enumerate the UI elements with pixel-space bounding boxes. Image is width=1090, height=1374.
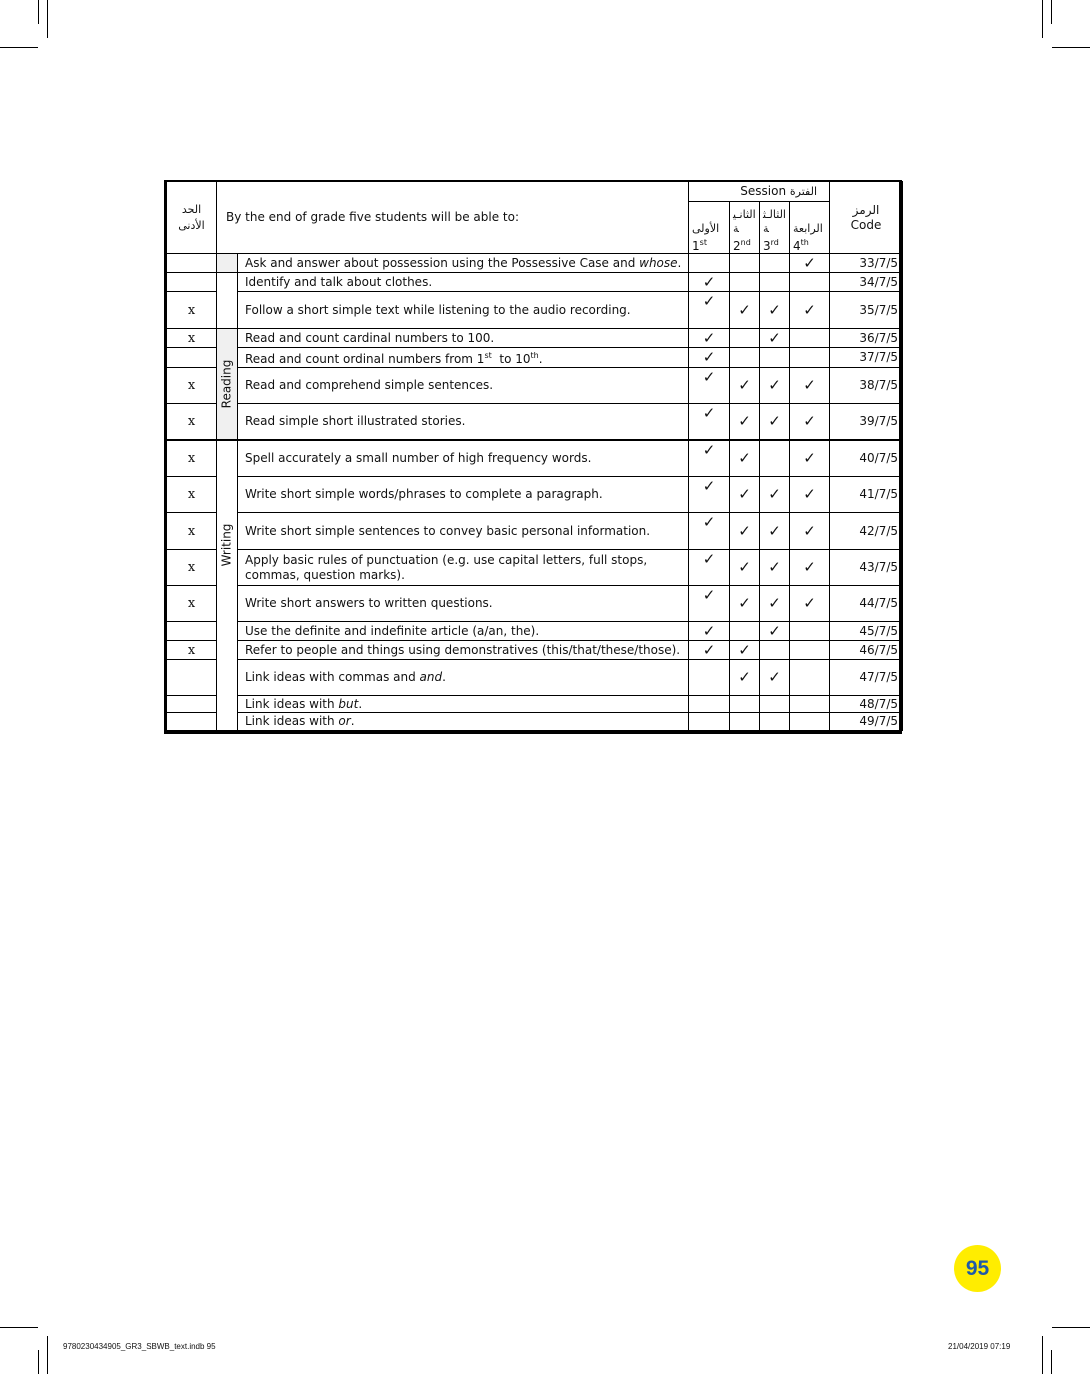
session-4-cell: [790, 622, 830, 641]
minimum-mark: [167, 696, 217, 713]
crop-mark: [1051, 0, 1052, 24]
objective-main: Read simple short illustrated stories.: [245, 413, 466, 428]
session-3-cell: [760, 368, 790, 404]
objective-text: [238, 254, 689, 273]
check-icon: ✓: [768, 594, 781, 612]
minimum-mark: x: [167, 440, 217, 477]
session-4-cell: [790, 696, 830, 713]
session-ordinal: [763, 236, 786, 253]
minimum-mark: [167, 273, 217, 292]
session-ordinal-suffix: st: [699, 238, 707, 247]
session-ordinal: [733, 236, 756, 253]
session-ordinal-number: 4: [793, 239, 801, 253]
check-icon: ✓: [803, 253, 816, 272]
outcome-code: 35/7/5: [830, 292, 903, 329]
objective-italic: whose: [639, 255, 678, 270]
session-2-cell: [730, 586, 760, 622]
outcome-code: 41/7/5: [830, 477, 903, 513]
check-icon: ✓: [702, 292, 716, 310]
check-icon: ✓: [738, 521, 751, 540]
session-ordinal-number: 1: [692, 239, 700, 253]
objective-main: Read and count cardinal numbers to 100.: [245, 330, 495, 345]
objective-main: Write short simple sentences to convey basic personal information.: [245, 523, 651, 538]
objective-text: [238, 622, 689, 641]
session-1-cell: [689, 550, 730, 586]
minimum-mark: x: [167, 329, 217, 348]
session-3-cell: [760, 696, 790, 713]
table-row: [167, 348, 903, 368]
session-1-cell: [689, 404, 730, 440]
objective-text: [238, 696, 689, 713]
crop-mark: [38, 1350, 39, 1374]
check-icon: ✓: [702, 404, 716, 422]
check-icon: ✓: [768, 300, 781, 319]
session-ordinal-suffix: nd: [740, 238, 751, 247]
objective-text: [238, 348, 689, 368]
objective-end: .: [538, 352, 543, 366]
session-3-cell: [760, 513, 790, 550]
objective-text: [238, 329, 689, 348]
table-row: [167, 273, 903, 292]
session-2-cell: [730, 348, 760, 368]
session-ordinal: [692, 236, 726, 253]
minimum-mark: x: [167, 292, 217, 329]
check-icon: ✓: [768, 485, 781, 503]
objective-after: .: [442, 670, 446, 684]
session-2-cell: [730, 641, 760, 660]
code-label: Code: [850, 217, 882, 232]
objective-after: .: [358, 696, 363, 711]
page-number: 95: [965, 1257, 990, 1280]
session-2-cell: [730, 440, 760, 477]
session-1-cell: [689, 586, 730, 622]
session-2-cell: [730, 404, 760, 440]
session-1-cell: [689, 660, 730, 696]
session-1-cell: [689, 273, 730, 292]
session-3-cell: [760, 329, 790, 348]
session-label: Session: [740, 184, 787, 198]
check-icon: ✓: [702, 621, 716, 640]
session-3-cell: [760, 477, 790, 513]
outcome-code: 33/7/5: [830, 254, 903, 273]
check-icon: ✓: [803, 300, 816, 319]
objective-text: [238, 273, 689, 292]
session-3-cell: [760, 622, 790, 641]
table-row: [167, 329, 903, 348]
table-row: [167, 404, 903, 440]
check-icon: ✓: [738, 411, 751, 430]
crop-mark: [1042, 1336, 1043, 1374]
check-icon: ✓: [803, 376, 816, 394]
outcome-code: 49/7/5: [830, 713, 903, 731]
minimum-mark: [167, 348, 217, 368]
check-icon: ✓: [738, 640, 751, 659]
session-4-cell: [790, 348, 830, 368]
objective-italic: but: [338, 696, 359, 711]
skill-reading: [217, 329, 238, 440]
session-4-cell: [790, 329, 830, 348]
outcome-code: 40/7/5: [830, 440, 903, 477]
session-4-cell: [790, 404, 830, 440]
session-3-cell: [760, 641, 790, 660]
page-number-badge: [954, 1245, 1001, 1292]
check-icon: ✓: [738, 485, 751, 503]
table-row: [167, 713, 903, 731]
outcome-code: 38/7/5: [830, 368, 903, 404]
session-name-ar: الثانـية: [733, 208, 756, 235]
outcome-code: 37/7/5: [830, 348, 903, 368]
check-icon: ✓: [702, 477, 716, 495]
outcome-code: 34/7/5: [830, 273, 903, 292]
table-row: [167, 660, 903, 696]
check-icon: ✓: [738, 558, 751, 576]
objective-italic: or: [338, 714, 351, 728]
session-1-cell: [689, 713, 730, 731]
objective-main: Write short simple words/phrases to complete a paragraph.: [245, 487, 603, 501]
check-icon: ✓: [768, 521, 781, 540]
session-1-cell: [689, 513, 730, 550]
minimum-mark: x: [167, 550, 217, 586]
table-row: [167, 622, 903, 641]
check-icon: ✓: [768, 668, 781, 686]
minimum-mark: [167, 713, 217, 731]
session-1-cell: [689, 696, 730, 713]
check-icon: ✓: [803, 558, 816, 576]
session-1-cell: [689, 254, 730, 273]
file-slug: 9780230434905_GR3_SBWB_text.indb 95: [63, 1342, 216, 1351]
skill-label-reading: Reading: [219, 359, 234, 409]
session-3-cell: [760, 292, 790, 329]
session-4-cell: [790, 368, 830, 404]
session-4-cell: [790, 254, 830, 273]
objective-text: [238, 586, 689, 622]
session-2-cell: [730, 254, 760, 273]
check-icon: ✓: [803, 485, 816, 503]
check-icon: ✓: [803, 594, 816, 612]
session-header-3: [760, 202, 790, 254]
outcome-code: 39/7/5: [830, 404, 903, 440]
minimum-mark: x: [167, 513, 217, 550]
crop-mark: [1042, 0, 1043, 38]
session-4-cell: [790, 660, 830, 696]
session-name-ar: الرابعة: [793, 222, 823, 235]
session-1-cell: [689, 348, 730, 368]
session-ordinal-number: 2: [733, 239, 741, 253]
table-row: [167, 550, 903, 586]
crop-mark: [47, 1336, 48, 1374]
session-4-cell: [790, 713, 830, 731]
session-4-cell: [790, 273, 830, 292]
crop-mark: [0, 47, 38, 48]
check-icon: ✓: [803, 448, 816, 467]
objective-main: Ask and answer about possession using the Possessive Case and: [245, 255, 640, 270]
table-row: [167, 513, 903, 550]
crop-mark: [38, 0, 39, 24]
session-ordinal: [793, 236, 826, 253]
objective-italic: and: [419, 670, 443, 684]
objective-main: Link ideas with commas and: [245, 670, 420, 684]
session-4-cell: [790, 513, 830, 550]
session-4-cell: [790, 641, 830, 660]
ordinal-suffix: st: [484, 351, 492, 360]
session-4-cell: [790, 586, 830, 622]
objective-text: [238, 477, 689, 513]
session-3-cell: [760, 660, 790, 696]
objective-main: Link ideas with: [245, 696, 339, 711]
outcome-code: 44/7/5: [830, 586, 903, 622]
session-4-cell: [790, 292, 830, 329]
objective-main: Apply basic rules of punctuation (e.g. use capital letters, full stops, commas, question marks).: [245, 552, 648, 582]
session-1-cell: [689, 292, 730, 329]
minimum-mark: x: [167, 404, 217, 440]
session-1-cell: [689, 440, 730, 477]
check-icon: ✓: [702, 550, 716, 568]
check-icon: ✓: [702, 328, 716, 347]
minimum-mark: x: [167, 368, 217, 404]
session-2-cell: [730, 273, 760, 292]
minimum-mark: [167, 622, 217, 641]
check-icon: ✓: [803, 521, 816, 540]
ordinal-suffix: th: [530, 351, 539, 360]
check-icon: ✓: [803, 411, 816, 430]
check-icon: ✓: [768, 411, 781, 430]
minimum-mark: [167, 660, 217, 696]
skill-label-writing: Writing: [219, 523, 234, 567]
outcome-code: 45/7/5: [830, 622, 903, 641]
session-3-cell: [760, 404, 790, 440]
objective-text: [238, 641, 689, 660]
objective-main: Refer to people and things using demonstratives (this/that/these/those).: [245, 642, 681, 657]
session-4-cell: [790, 550, 830, 586]
crop-mark: [47, 0, 48, 38]
session-3-cell: [760, 254, 790, 273]
outcome-code: 48/7/5: [830, 696, 903, 713]
minimum-header-label: الحد الأدنى: [178, 202, 205, 232]
objective-main: Use the definite and indefinite article (a/an, the).: [245, 623, 540, 638]
table-row: [167, 696, 903, 713]
check-icon: ✓: [738, 300, 751, 319]
objective-text: [238, 368, 689, 404]
table-row: [167, 641, 903, 660]
check-icon: ✓: [702, 348, 716, 366]
table-row: [167, 368, 903, 404]
session-1-cell: [689, 477, 730, 513]
crop-mark: [1052, 47, 1090, 48]
session-4-cell: [790, 477, 830, 513]
objective-main: Link ideas with: [245, 714, 339, 728]
outcomes-table: [166, 181, 903, 731]
outcome-code: 47/7/5: [830, 660, 903, 696]
objective-main: Spell accurately a small number of high frequency words.: [245, 450, 592, 465]
check-icon: ✓: [768, 558, 781, 576]
check-icon: ✓: [738, 594, 751, 612]
objective-header: [217, 182, 689, 254]
objective-main: Write short answers to written questions.: [245, 596, 493, 610]
session-header: [689, 182, 830, 202]
session-label-ar: الفترة: [789, 185, 818, 198]
session-name-ar: الثالـثة: [763, 208, 786, 235]
objective-text: [238, 713, 689, 731]
session-1-cell: [689, 329, 730, 348]
session-header-1: [689, 202, 730, 254]
minimum-header: [167, 182, 217, 254]
outcome-code: 36/7/5: [830, 329, 903, 348]
table-row: [167, 254, 903, 273]
minimum-mark: x: [167, 477, 217, 513]
session-name-ar: الأولى: [692, 222, 720, 235]
session-1-cell: [689, 368, 730, 404]
objective-text: [238, 292, 689, 329]
check-icon: ✓: [738, 376, 751, 394]
check-icon: ✓: [702, 640, 716, 659]
session-2-cell: [730, 513, 760, 550]
skill-cell-blank: [217, 254, 238, 273]
check-icon: ✓: [702, 440, 716, 459]
check-icon: ✓: [702, 586, 716, 604]
objective-header-label: By the end of grade five students will be able to:: [226, 210, 520, 224]
objective-text: [238, 660, 689, 696]
date-slug: 21/04/2019 07:19: [948, 1342, 1011, 1351]
minimum-mark: x: [167, 586, 217, 622]
session-2-cell: [730, 292, 760, 329]
check-icon: ✓: [702, 513, 716, 531]
objective-main: Identify and talk about clothes.: [245, 274, 433, 289]
session-ordinal-number: 3: [763, 239, 771, 253]
objective-mid: to 10: [491, 352, 531, 366]
session-1-cell: [689, 641, 730, 660]
crop-mark: [0, 1327, 38, 1328]
skill-cell-blank: [217, 273, 238, 329]
check-icon: ✓: [768, 621, 781, 640]
outcome-code: 46/7/5: [830, 641, 903, 660]
code-header: [830, 182, 903, 254]
table-row: [167, 477, 903, 513]
table-row: [167, 440, 903, 477]
objective-after: .: [350, 714, 355, 728]
header-row: [167, 182, 903, 202]
skill-writing: [217, 440, 238, 731]
objective-main: Follow a short simple text while listening to the audio recording.: [245, 302, 631, 317]
session-header-2: [730, 202, 760, 254]
session-2-cell: [730, 622, 760, 641]
objective-main: Read and comprehend simple sentences.: [245, 378, 494, 392]
session-4-cell: [790, 440, 830, 477]
table-row: [167, 292, 903, 329]
crop-mark: [1052, 1327, 1090, 1328]
objective-main: Read and count ordinal numbers from 1: [245, 352, 485, 366]
session-2-cell: [730, 713, 760, 731]
objective-text: [238, 440, 689, 477]
session-3-cell: [760, 348, 790, 368]
session-3-cell: [760, 713, 790, 731]
minimum-mark: x: [167, 641, 217, 660]
session-1-cell: [689, 622, 730, 641]
session-2-cell: [730, 477, 760, 513]
crop-mark: [1051, 1350, 1052, 1374]
session-2-cell: [730, 368, 760, 404]
code-label-ar: الرمز: [852, 202, 880, 217]
check-icon: ✓: [768, 328, 781, 347]
session-3-cell: [760, 550, 790, 586]
session-2-cell: [730, 696, 760, 713]
check-icon: ✓: [702, 272, 716, 291]
check-icon: ✓: [738, 668, 751, 686]
outcome-code: 43/7/5: [830, 550, 903, 586]
table-row: [167, 586, 903, 622]
session-2-cell: [730, 550, 760, 586]
session-2-cell: [730, 329, 760, 348]
check-icon: ✓: [768, 376, 781, 394]
check-icon: ✓: [702, 368, 716, 386]
session-2-cell: [730, 660, 760, 696]
objective-text: [238, 404, 689, 440]
session-3-cell: [760, 586, 790, 622]
session-3-cell: [760, 273, 790, 292]
check-icon: ✓: [738, 448, 751, 467]
session-3-cell: [760, 440, 790, 477]
objective-after: .: [677, 255, 682, 270]
objective-text: [238, 513, 689, 550]
minimum-mark: [167, 254, 217, 273]
session-ordinal-suffix: th: [800, 238, 809, 247]
objective-text: [238, 550, 689, 586]
outcome-code: 42/7/5: [830, 513, 903, 550]
session-header-4: [790, 202, 830, 254]
session-ordinal-suffix: rd: [770, 238, 779, 247]
